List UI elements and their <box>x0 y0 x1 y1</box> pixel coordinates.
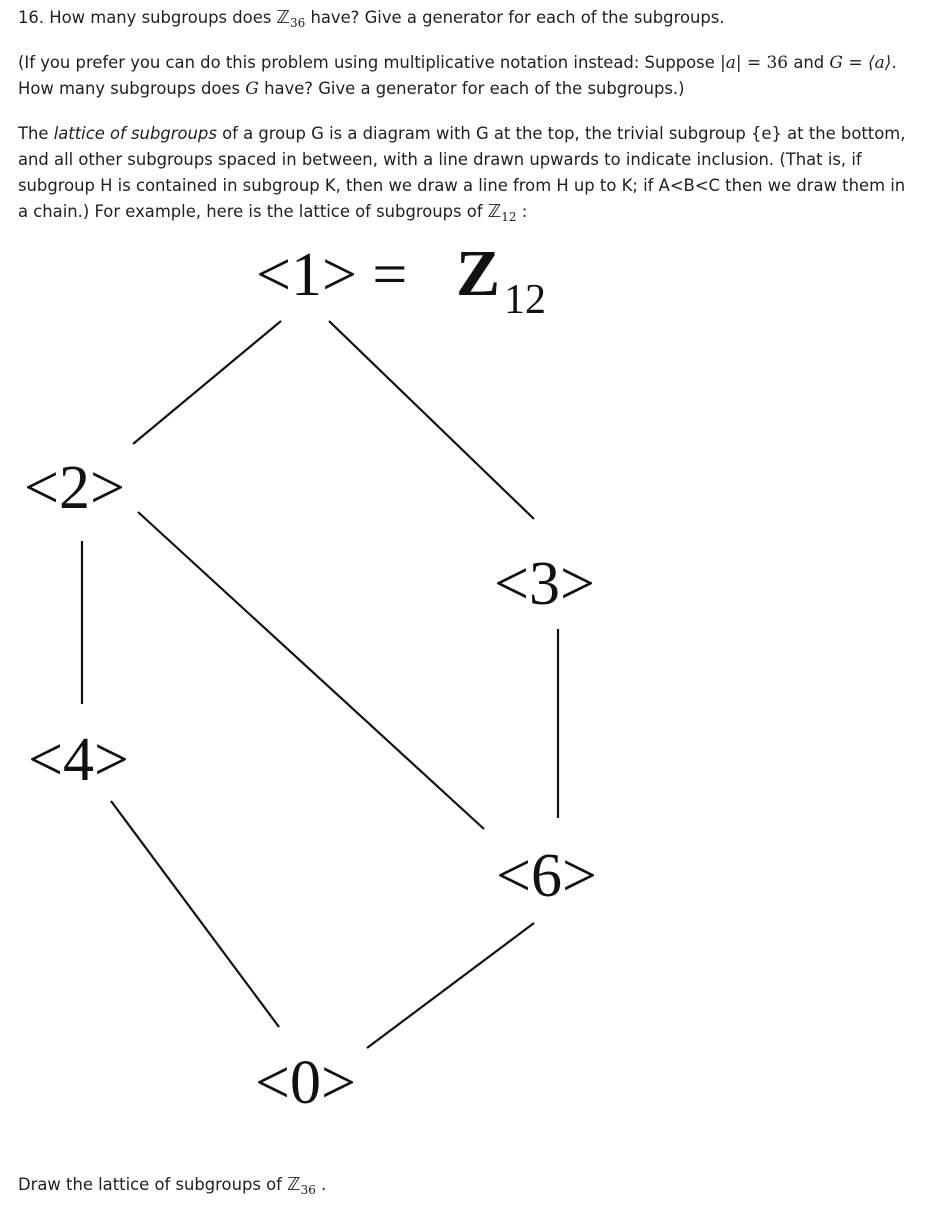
alt-text-3: have? Give a generator for each of the subgroups.) <box>264 79 685 98</box>
final-text: Draw the lattice of subgroups of <box>18 1175 282 1194</box>
node-6: <6> <box>496 842 597 910</box>
node-top-label: <1> = <box>256 241 408 309</box>
edge-6-0 <box>367 923 534 1048</box>
integers-symbol: ℤ <box>276 7 290 28</box>
alt-text-2: How many subgroups does <box>18 79 241 98</box>
node-2: <2> <box>24 454 125 522</box>
final-period: . <box>321 1175 327 1194</box>
edge-1-3 <box>329 321 534 519</box>
lattice-colon: : <box>521 202 528 221</box>
abs-a: |a| <box>720 53 742 73</box>
edge-4-0 <box>111 801 279 1027</box>
node-3: <3> <box>494 550 595 618</box>
and-word: and <box>793 53 825 72</box>
question-number: 16. <box>18 8 45 27</box>
question-text-part1: How many subgroups does <box>49 8 272 27</box>
g-generated-by-a: G = ⟨a⟩ <box>829 53 892 73</box>
integers-subscript-36: 36 <box>300 1183 316 1197</box>
node-top-symbol: Z <box>456 237 501 310</box>
integers-subscript-12: 12 <box>501 210 517 224</box>
node-0: <0> <box>255 1049 356 1117</box>
alt-text-1: (If you prefer you can do this problem using multiplicative notation instead: Suppose <box>18 53 715 72</box>
lattice-intro: The <box>18 124 49 143</box>
edge-1-2 <box>133 321 281 444</box>
final-instruction <box>18 1172 918 1199</box>
lattice-edges <box>82 321 558 1048</box>
integers-symbol-36: ℤ <box>287 1174 301 1195</box>
equals-36: = 36 <box>746 53 789 73</box>
lattice-body: of a group G is a diagram with G at the top, the trivial subgroup {e} at the bottom, and all other subgroups spaced in between, with a line drawn upwards to indicate inclusion. (That is, if subgroup H is contained in subgroup K, then we draw a line from H up to K; if A<B<C then we draw them in a chain.) For example, here is the lattice of subgroups of <box>18 124 906 221</box>
question-text-part2: have? Give a generator for each of the subgroups. <box>310 8 725 27</box>
alt-period: . <box>891 53 897 72</box>
integers-subscript: 36 <box>289 16 306 30</box>
node-4: <4> <box>28 726 129 794</box>
lattice-emphasis: lattice of subgroups <box>53 124 217 143</box>
integers-symbol-12: ℤ <box>487 201 502 222</box>
node-top-subscript: 12 <box>504 277 546 323</box>
g-variable: G <box>245 79 259 99</box>
edge-2-6 <box>138 512 484 829</box>
